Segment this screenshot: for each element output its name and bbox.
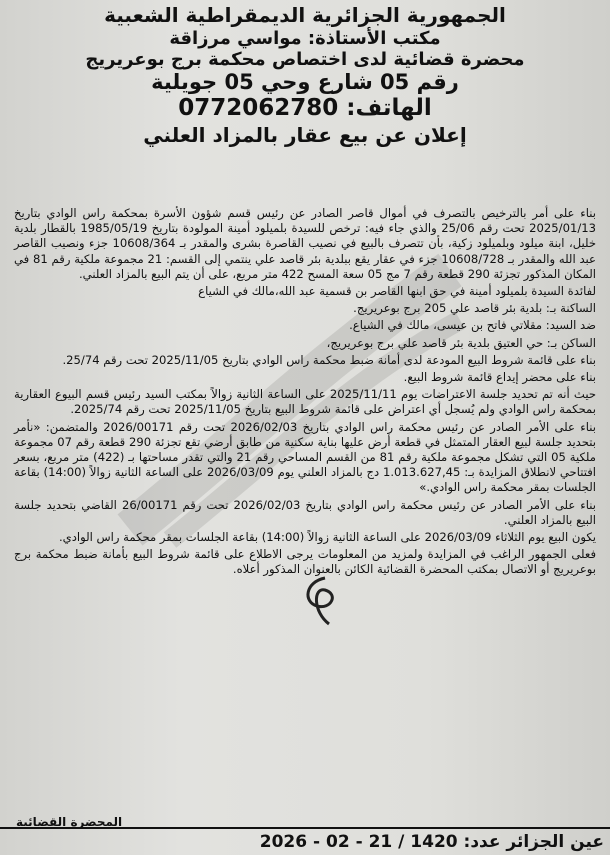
paragraph-objections: حيث أنه تم تحديد جلسة الاعتراضات يوم 2025/11/11 على الساعة الثانية زوالاً بمكتب السيد رئيس قسم البيوع العقارية بمحكمة راس الوادي ولم يُسجل أي اعتراض على قائمة شروط البيع بتاريخ 2025/11/05 تحت رقم 2025/74. xyxy=(14,387,596,417)
republic-title: الجمهورية الجزائرية الديمقراطية الشعبية xyxy=(104,3,506,27)
office-phone: الهاتف: 0772062780 xyxy=(178,94,432,121)
publication-footer xyxy=(0,827,610,855)
paragraph-authorization: بناء على أمر بالترخيص بالتصرف في أموال قاصر الصادر عن رئيس قسم شؤون الأسرة بمحكمة راس الوادي بتاريخ 2025/01/13 تحت رقم 25/06 والذي جاء فيه: ترخص للسيدة بلميلود أمينة المولودة بتاريخ 1985/05/19 بالقطار بلدية خليل، ابنة ميلود وبلميلود زكية، بأن تتصرف بالبيع في نصيب القاصرة بشرى والمقدر بـ 10608/364 جزء ونصيب القاصر عبد الله والمقدر بـ 10608/728 جزء في عقار يقع ببلدية بئر قاصد علي ينتمي إلى القسم: 21 مجموعة ملكية رقم 81 في المكان المذكور تجزئة 290 قطعة رقم 7 مج 05 سعة المسح 422 متر مربع، على أن يتم البيع بالمزاد العلني. xyxy=(14,206,596,281)
announcement-body xyxy=(14,206,596,580)
paragraph-hearing-order: بناء على الأمر الصادر عن رئيس محكمة راس الوادي بتاريخ 2026/02/03 تحت رقم 26/00171 القاضي بتحديد جلسة البيع بالمزاد العلني. xyxy=(14,497,596,527)
paragraph-public-notice: فعلى الجمهور الراغب في المزايدة ولمزيد من المعلومات يرجى الاطلاع على قائمة شروط البيع بأمانة ضبط محكمة برج بوعريريج أو الاتصال بمكتب المحضرة القضائية الكائن بالعنوان المذكور أعلاه. xyxy=(14,547,596,577)
office-address: رقم 05 شارع وحي 05 جويلية xyxy=(151,70,459,95)
bailiff-jurisdiction: محضرة قضائية لدى اختصاص محكمة برج بوعريريج xyxy=(85,48,525,70)
paragraph-defendant: ضد السيد: مقلاتي فاتح بن عيسى، مالك في الشياع. xyxy=(349,318,596,333)
ink-stamp-mark xyxy=(295,572,349,630)
paragraph-conditions-deposit: بناء على قائمة شروط البيع المودعة لدى أمانة ضبط محكمة راس الوادي بتاريخ 2025/11/05 تحت رقم 25/74. xyxy=(62,352,596,367)
paragraph-sale-date: يكون البيع يوم الثلاثاء 2026/03/09 على الساعة الثانية زوالاً (14:00) بقاعة الجلسات بمقر محكمة راس الوادي. xyxy=(58,530,596,545)
paragraph-defendant-address: الساكن بـ: حي العتيق بلدية بئر قاصد علي برج بوعريريج، xyxy=(326,335,596,350)
publication-reference: عين الجزائر عدد: 1420 / 21 - 02 - 2026 xyxy=(259,832,604,852)
paragraph-deposit-minutes: بناء على محضر إيداع قائمة شروط البيع. xyxy=(403,370,596,385)
signature-label: المحضرة القضائية xyxy=(16,815,123,829)
paragraph-order: بناء على الأمر الصادر عن رئيس محكمة راس الوادي بتاريخ 2026/02/03 تحت رقم 2026/00171 والمتضمن: «نأمر بتحديد جلسة لبيع العقار المتمثل في قطعة أرض عليها بناية سكنية من طابق أرضي تقع تجزئة 290 قطعة رقم 07 مجموعة ملكية 05 التي تشكل مجموعة ملكية رقم 81 من القسم المساحي رقم 21 والتي تقدر مساحتها بـ (422) متر مربع، بسعر افتتاحي لانطلاق المزايدة بـ: 1.013.627,45 دج بالمزاد العلني يوم 2026/03/09 على الساعة الثانية زوالاً (14:00) بقاعة الجلسات بمقر محكمة راس الوادي.» xyxy=(14,419,597,495)
paragraph-beneficiary: لفائدة السيدة بلميلود أمينة في حق ابنها القاصر بن قسمية عبد الله،مالك في الشياع xyxy=(198,284,596,299)
document-header xyxy=(0,0,610,148)
office-name: مكتب الأستاذة: مواسي مرزاقة xyxy=(169,27,441,49)
paragraph-beneficiary-address: الساكنة بـ: بلدية بئر قاصد علي 205 برج بوعريريج. xyxy=(353,301,596,316)
announcement-title: إعلان عن بيع عقار بالمزاد العلني xyxy=(143,122,467,147)
